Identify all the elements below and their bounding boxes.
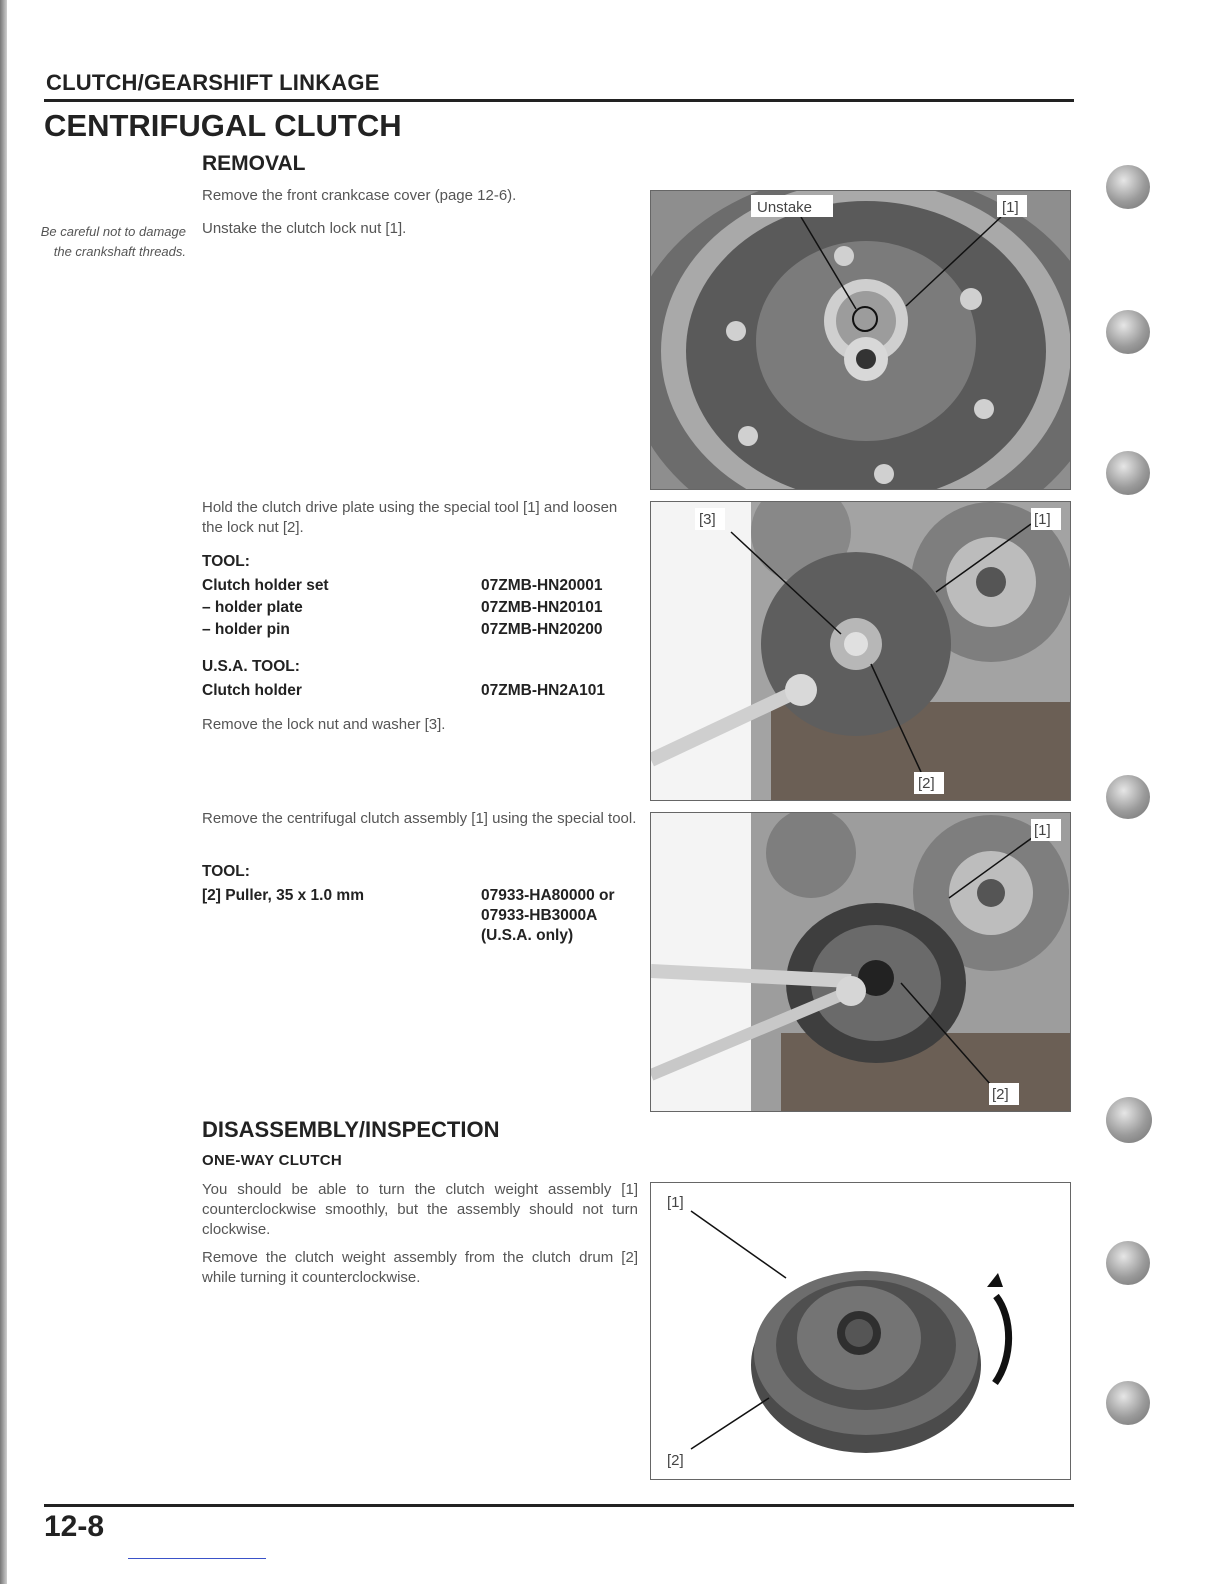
tool2-number-line: 07933-HA80000 or — [481, 887, 615, 904]
footer-rule — [44, 1504, 1074, 1507]
removal-step-2: Unstake the clutch lock nut [1]. — [202, 220, 407, 237]
callout-2: [2] — [667, 1452, 684, 1469]
index-tab-dot — [1106, 1097, 1152, 1143]
figure-illustration — [651, 502, 1070, 800]
callout-3: [3] — [699, 511, 716, 528]
tool-row — [202, 597, 642, 619]
section-heading: CLUTCH/GEARSHIFT LINKAGE — [46, 70, 380, 95]
header-rule — [44, 99, 1074, 102]
disassembly-para-1: You should be able to turn the clutch weight assembly [1] counterclockwise smoothly, but the assembly should not turn clockwise. — [202, 1181, 638, 1238]
page-number: 12-8 — [44, 1510, 105, 1543]
callout-1: [1] — [1034, 822, 1051, 839]
figure-clutch-holder — [650, 501, 1071, 801]
tool2-numbers — [481, 886, 615, 946]
usa-tool-label: U.S.A. TOOL: — [202, 658, 300, 675]
figure-illustration — [651, 191, 1070, 489]
footer-link-underline — [128, 1558, 266, 1559]
disassembly-para-2: Remove the clutch weight assembly from the clutch drum [2] while turning it counterclockwise. — [202, 1249, 638, 1286]
removal-step-1: Remove the front crankcase cover (page 12-6). — [202, 187, 517, 204]
figure-illustration — [651, 813, 1070, 1111]
index-tab-dot — [1106, 451, 1150, 495]
tool-number: 07ZMB-HN20001 — [481, 577, 603, 594]
tool-name: Clutch holder set — [202, 577, 329, 594]
callout-2: [2] — [918, 775, 935, 792]
figure-clutch-puller — [650, 812, 1071, 1112]
figure-one-way-clutch — [650, 1182, 1071, 1480]
index-tab-dot — [1106, 1241, 1150, 1285]
callout-unstake: Unstake — [757, 199, 813, 216]
tool2-name: [2] Puller, 35 x 1.0 mm — [202, 887, 364, 904]
removal-step-4: Remove the lock nut and washer [3]. — [202, 716, 446, 733]
index-tab-dot — [1106, 165, 1150, 209]
tool-row — [202, 575, 642, 597]
tool-name: – holder pin — [202, 621, 290, 638]
usa-tool-row — [202, 680, 642, 702]
tool2-number-line: 07933-HB3000A — [481, 907, 598, 924]
page-title: CENTRIFUGAL CLUTCH — [44, 108, 402, 143]
tool-name: Clutch holder — [202, 682, 302, 699]
tool-number: 07ZMB-HN20101 — [481, 599, 603, 616]
page-edge-bar — [0, 0, 7, 1584]
callout-1: [1] — [1002, 199, 1019, 216]
figure-illustration — [651, 1183, 1070, 1479]
removal-step-5: Remove the centrifugal clutch assembly [1] using the special tool. — [202, 810, 637, 827]
tool-number: 07ZMB-HN20200 — [481, 621, 603, 638]
callout-2: [2] — [992, 1086, 1009, 1103]
index-tab-dot — [1106, 775, 1150, 819]
tool2-number-line: (U.S.A. only) — [481, 927, 574, 944]
tool-label: TOOL: — [202, 553, 250, 570]
one-way-clutch-heading: ONE-WAY CLUTCH — [202, 1152, 343, 1169]
tool-row — [202, 619, 642, 641]
disassembly-heading: DISASSEMBLY/INSPECTION — [202, 1117, 500, 1142]
caution-note: Be careful not to damage the crankshaft threads. — [40, 224, 186, 259]
tool-name: – holder plate — [202, 599, 303, 616]
callout-1: [1] — [1034, 511, 1051, 528]
removal-heading: REMOVAL — [202, 152, 306, 175]
tool-number: 07ZMB-HN2A101 — [481, 682, 606, 699]
index-tab-dot — [1106, 1381, 1150, 1425]
index-tab-dot — [1106, 310, 1150, 354]
tool-list — [202, 575, 642, 641]
figure-clutch-lock-nut — [650, 190, 1071, 490]
callout-1: [1] — [667, 1194, 684, 1211]
removal-step-3: Hold the clutch drive plate using the special tool [1] and loosen the lock nut [2]. — [202, 499, 618, 536]
tool2-label: TOOL: — [202, 863, 250, 880]
